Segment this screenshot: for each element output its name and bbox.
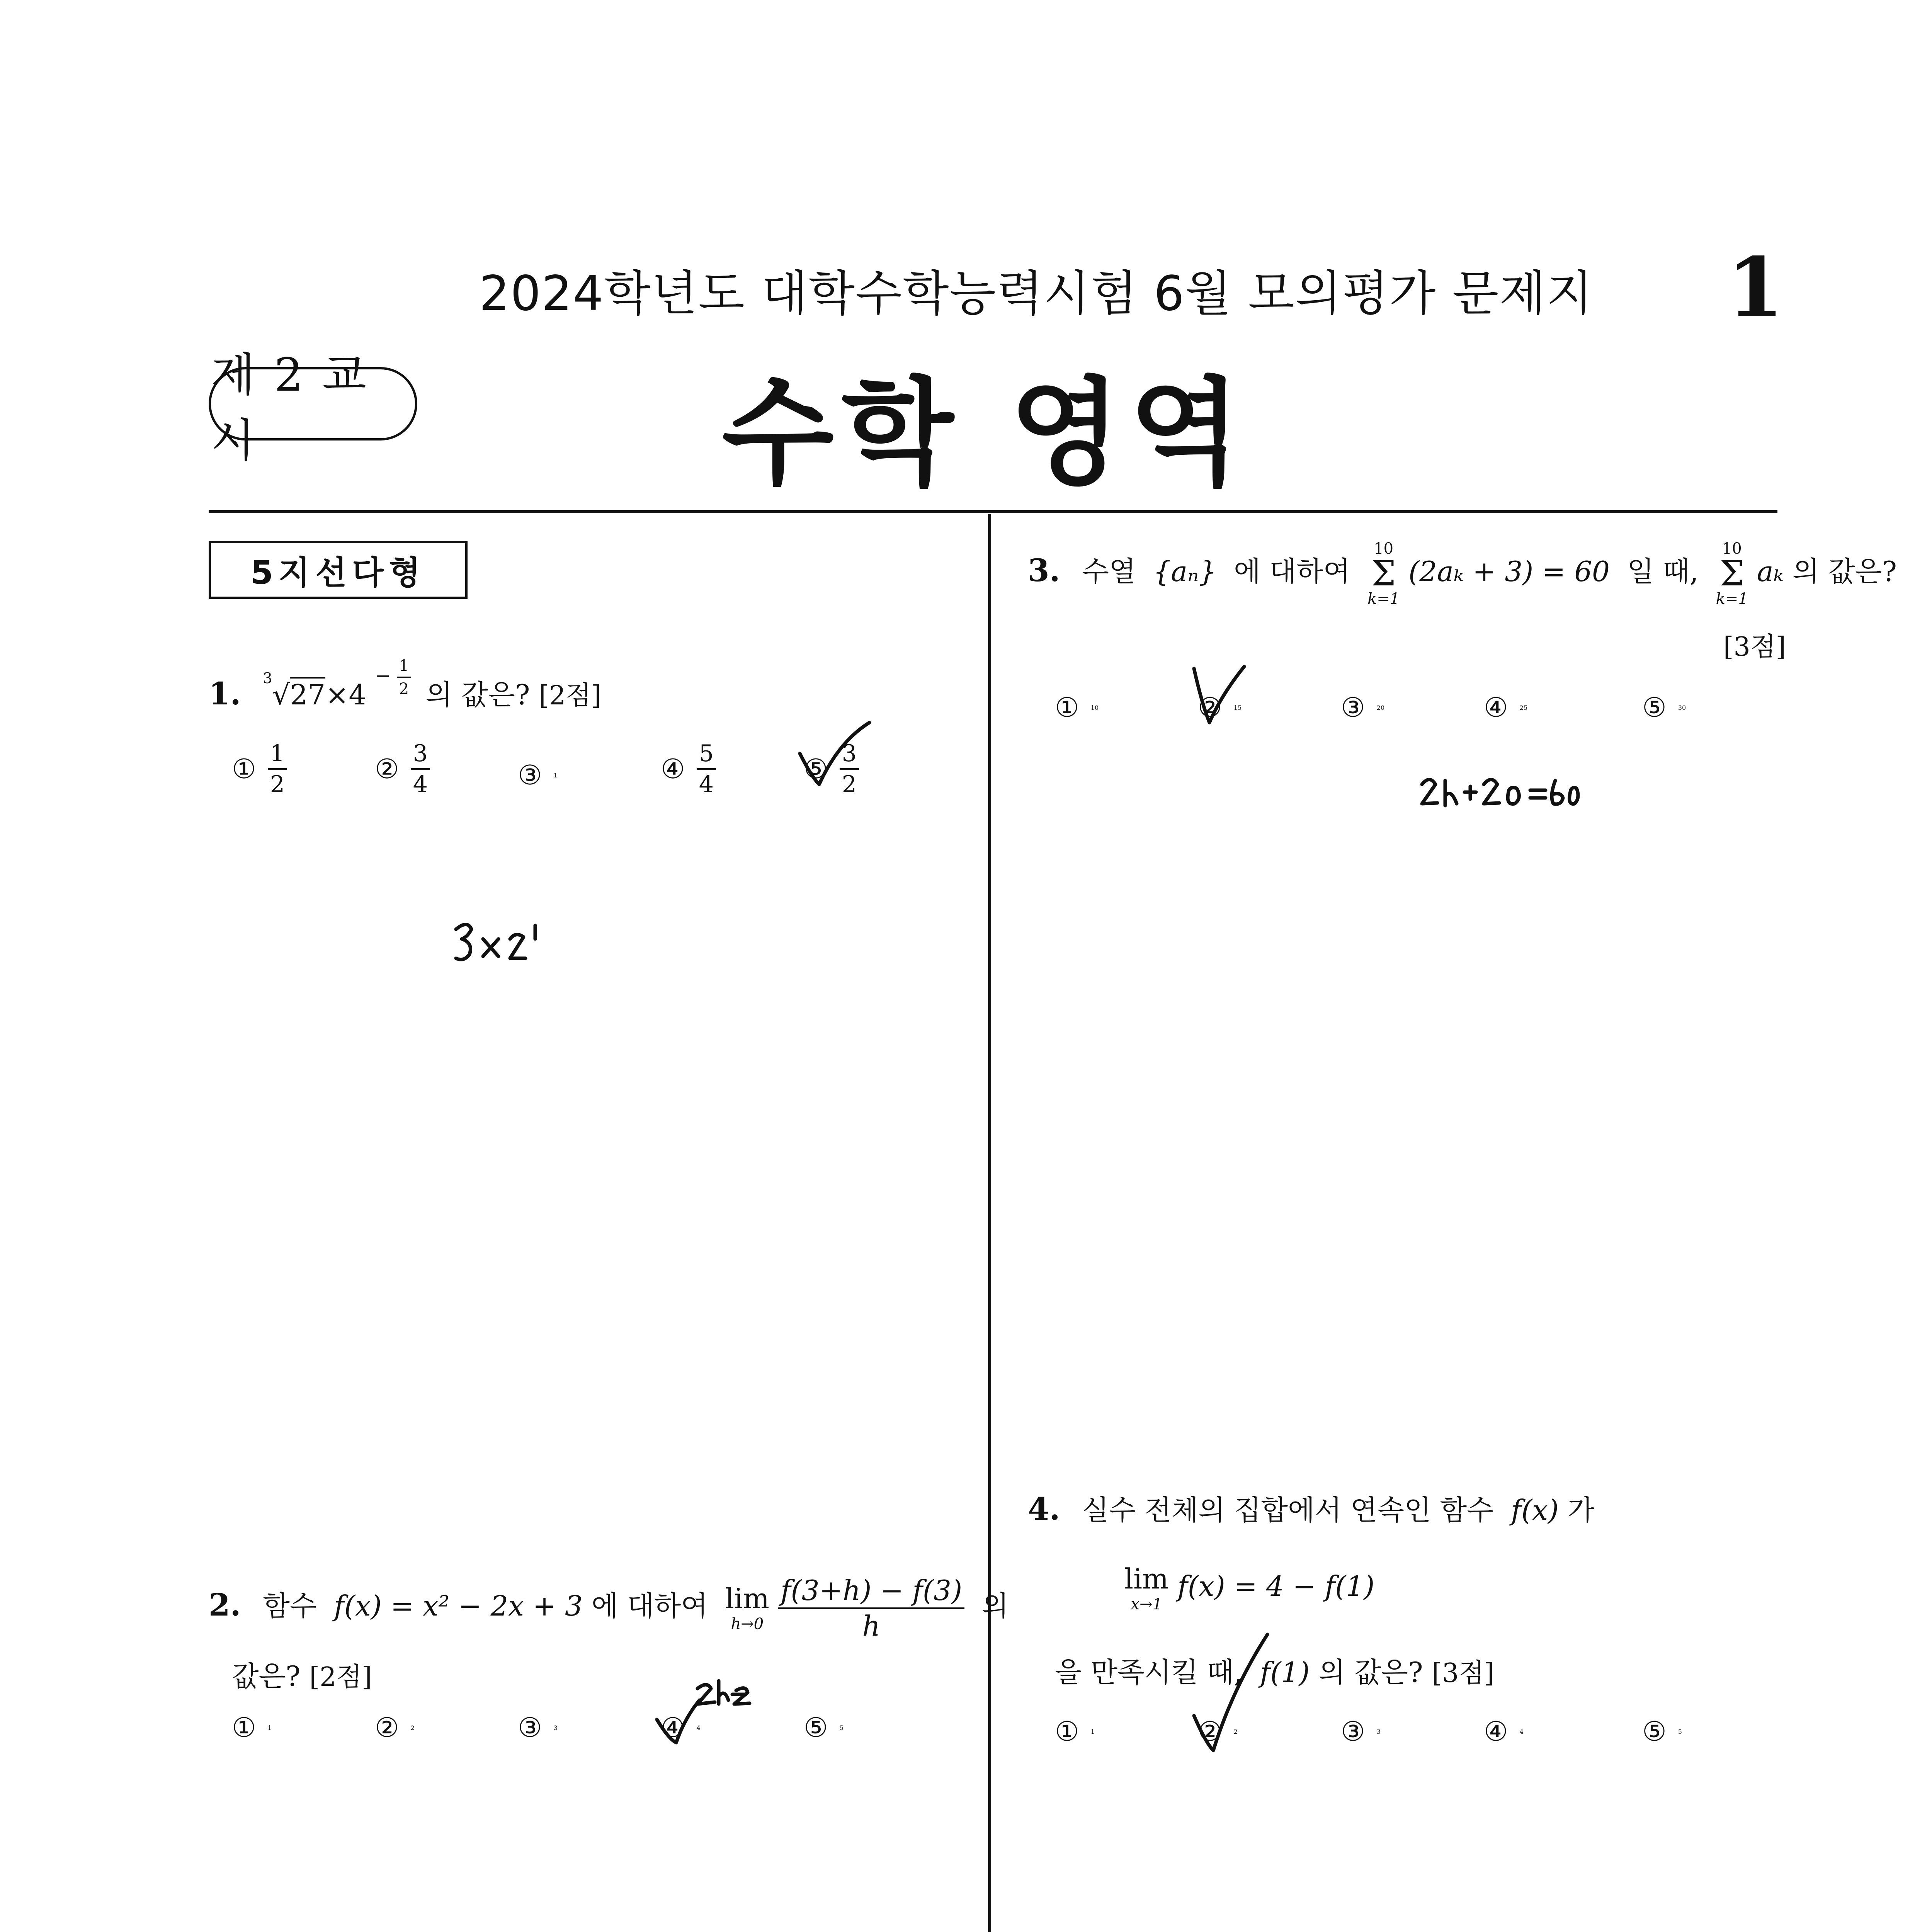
choice-value: 3 bbox=[1376, 1728, 1381, 1735]
question-number: 4. bbox=[1028, 1491, 1060, 1527]
choice-mark: ① bbox=[232, 753, 256, 785]
choice-mark: ⑤ bbox=[804, 753, 828, 785]
points-label: [2점] bbox=[309, 1662, 372, 1692]
checkmark-icon bbox=[1190, 665, 1252, 730]
exp-numerator: 1 bbox=[397, 658, 411, 678]
choice-5[interactable] bbox=[1642, 1716, 1682, 1747]
question-2-line2 bbox=[232, 1654, 372, 1694]
sum-lower: k=1 bbox=[1716, 590, 1748, 608]
choice-value: 1 bbox=[1090, 1728, 1095, 1735]
choice-mark: ③ bbox=[518, 759, 542, 791]
numerator: 3 bbox=[411, 742, 430, 770]
choice-mark: ④ bbox=[661, 753, 685, 785]
header-divider bbox=[209, 510, 1777, 513]
choice-value: 1 bbox=[267, 1724, 272, 1731]
choice-mark: ④ bbox=[661, 1712, 685, 1743]
choice-value: 15 bbox=[1233, 704, 1242, 711]
choice-3[interactable] bbox=[518, 1712, 558, 1743]
question-2 bbox=[209, 1574, 1009, 1642]
choice-value: 4 bbox=[1519, 1728, 1524, 1735]
exp-denominator: 2 bbox=[399, 680, 409, 698]
question-text: 함수 bbox=[263, 1590, 317, 1622]
choice-5[interactable] bbox=[804, 1712, 844, 1743]
checkmark-icon bbox=[653, 1673, 753, 1750]
question-text: 실수 전체의 집합에서 연속인 함수 bbox=[1082, 1494, 1494, 1526]
limit-operator bbox=[1124, 1565, 1168, 1612]
denominator: 2 bbox=[270, 771, 285, 798]
question-text: 수열 bbox=[1082, 555, 1136, 588]
points-label: [3점] bbox=[1432, 1658, 1495, 1689]
lim-subscript: x→1 bbox=[1131, 1595, 1162, 1613]
lim-label: lim bbox=[725, 1582, 770, 1615]
choice-fraction bbox=[697, 742, 716, 796]
choice-mark: ④ bbox=[1484, 692, 1508, 723]
choice-value: 2 bbox=[410, 1724, 415, 1731]
choice-value: 30 bbox=[1678, 704, 1686, 711]
choice-mark: ① bbox=[232, 1712, 256, 1743]
points-label: [2점] bbox=[539, 680, 602, 711]
exam-title: 2024학년도 대학수학능력시험 6월 모의평가 문제지 bbox=[479, 266, 1594, 321]
numerator: 5 bbox=[697, 742, 716, 770]
choice-mark: ① bbox=[1055, 692, 1079, 723]
radical-sign: √ bbox=[272, 679, 290, 711]
choice-mark: ③ bbox=[518, 1712, 542, 1743]
choice-value: 2 bbox=[1233, 1728, 1238, 1735]
sum-expression: aₖ bbox=[1757, 555, 1784, 588]
choice-value: 5 bbox=[1678, 1728, 1682, 1735]
choice-mark: ⑤ bbox=[1642, 1716, 1667, 1747]
points-label: [3점] bbox=[1723, 632, 1786, 662]
choice-mark: ② bbox=[1198, 692, 1222, 723]
choice-value: 10 bbox=[1090, 704, 1099, 711]
handwriting-scribble bbox=[1418, 769, 1580, 819]
sigma-icon: Σ bbox=[1371, 553, 1396, 594]
function-symbol: f(x) bbox=[1511, 1494, 1559, 1526]
choices-q3 bbox=[1055, 692, 1789, 738]
choice-value: 4 bbox=[696, 1724, 701, 1731]
question-tail: 의 값은? bbox=[1318, 1656, 1423, 1689]
times-four: ×4 bbox=[325, 679, 367, 711]
lim-label: lim bbox=[1124, 1563, 1169, 1595]
numerator: 1 bbox=[268, 742, 287, 770]
choice-mark: ③ bbox=[1341, 1716, 1365, 1747]
choice-mark: ④ bbox=[1484, 1716, 1508, 1747]
page-number: 1 bbox=[1727, 240, 1784, 335]
subject-title: 수학 영역 bbox=[722, 366, 1249, 501]
choice-4[interactable] bbox=[1484, 1716, 1524, 1747]
choice-mark: ② bbox=[1198, 1716, 1222, 1747]
question-3 bbox=[1028, 541, 1897, 607]
choice-mark: ③ bbox=[1341, 692, 1365, 723]
choice-3[interactable] bbox=[1341, 1716, 1381, 1747]
choice-mark: ⑤ bbox=[1642, 692, 1667, 723]
choice-mark: ① bbox=[1055, 1716, 1079, 1747]
sum-upper: 10 bbox=[1374, 540, 1394, 558]
limit-fraction bbox=[778, 1574, 964, 1642]
exponent bbox=[375, 656, 417, 698]
choice-value: 3 bbox=[553, 1724, 558, 1731]
question-text: 을 만족시킬 때, bbox=[1055, 1656, 1243, 1689]
sigma-icon: Σ bbox=[1719, 553, 1745, 594]
choice-5[interactable] bbox=[1642, 692, 1686, 723]
function-symbol: f(1) bbox=[1260, 1656, 1310, 1689]
checkmark-icon bbox=[796, 719, 873, 796]
exponent-fraction bbox=[397, 658, 411, 697]
radical-index: 3 bbox=[263, 670, 272, 687]
question-number: 2. bbox=[209, 1587, 241, 1623]
condition-expression: f(x) = 4 − f(1) bbox=[1177, 1570, 1375, 1602]
choice-fraction bbox=[268, 742, 287, 796]
choice-mark: ⑤ bbox=[804, 1712, 828, 1743]
choice-value: 20 bbox=[1376, 704, 1385, 711]
sum-expression: (2aₖ + 3) = 60 bbox=[1408, 555, 1610, 588]
choice-mark: ② bbox=[375, 753, 399, 785]
column-divider bbox=[988, 514, 991, 1932]
denominator: 4 bbox=[699, 771, 714, 798]
choice-value: 25 bbox=[1519, 704, 1528, 711]
summation-2 bbox=[1716, 541, 1748, 607]
sequence-symbol: {aₙ} bbox=[1153, 555, 1217, 588]
numerator: f(3+h) − f(3) bbox=[778, 1577, 964, 1609]
question-tail: 의 bbox=[981, 1590, 1009, 1622]
exponent-sign: − bbox=[375, 665, 391, 687]
question-text: 에 대하여 bbox=[1234, 555, 1350, 588]
question-text: 에 대하여 bbox=[591, 1590, 708, 1622]
radicand: 27 bbox=[290, 677, 325, 711]
question-tail: 의 값은? bbox=[425, 679, 530, 711]
choice-4[interactable] bbox=[661, 742, 716, 796]
period-badge: 제 2 교시 bbox=[209, 367, 417, 440]
choice-value: 5 bbox=[839, 1724, 844, 1731]
math-expression bbox=[263, 656, 417, 711]
choice-mark: ② bbox=[375, 1712, 399, 1743]
sum-lower: k=1 bbox=[1367, 590, 1400, 608]
question-number: 3. bbox=[1028, 552, 1060, 588]
numerator: 3 bbox=[840, 742, 859, 770]
choice-2[interactable] bbox=[375, 1712, 415, 1743]
choice-1[interactable] bbox=[1055, 692, 1099, 723]
choice-fraction bbox=[411, 742, 430, 796]
choice-1[interactable] bbox=[232, 1712, 272, 1743]
question-text: 일 때, bbox=[1627, 555, 1699, 588]
question-4-condition bbox=[1124, 1565, 1374, 1612]
section-label: 5지선다형 bbox=[209, 541, 468, 599]
question-1 bbox=[209, 656, 602, 719]
denominator: 2 bbox=[842, 771, 857, 798]
choices-q4 bbox=[1055, 1716, 1789, 1762]
question-4 bbox=[1028, 1488, 1594, 1528]
question-4-line3 bbox=[1055, 1650, 1494, 1690]
question-tail: 의 값은? bbox=[1792, 555, 1897, 588]
question-text: 값은? bbox=[232, 1660, 301, 1692]
choice-1[interactable] bbox=[1055, 1716, 1095, 1747]
choice-value: 1 bbox=[553, 771, 558, 779]
handwriting-scribble bbox=[452, 916, 553, 974]
summation bbox=[1367, 541, 1400, 607]
choice-1[interactable] bbox=[232, 742, 287, 796]
question-text: 가 bbox=[1567, 1494, 1595, 1526]
choice-2[interactable] bbox=[375, 742, 430, 796]
choice-3[interactable] bbox=[1341, 692, 1384, 723]
denominator: 4 bbox=[413, 771, 428, 798]
denominator: h bbox=[862, 1610, 881, 1642]
limit-operator bbox=[725, 1582, 770, 1633]
choice-4[interactable] bbox=[1484, 692, 1527, 723]
choice-3[interactable] bbox=[518, 759, 558, 791]
choices-q2 bbox=[232, 1712, 966, 1758]
sum-upper: 10 bbox=[1722, 540, 1742, 558]
function-definition: f(x) = x² − 2x + 3 bbox=[334, 1590, 583, 1622]
lim-subscript: h→0 bbox=[731, 1615, 764, 1633]
checkmark-icon bbox=[1190, 1631, 1271, 1758]
question-number: 1. bbox=[209, 675, 241, 712]
